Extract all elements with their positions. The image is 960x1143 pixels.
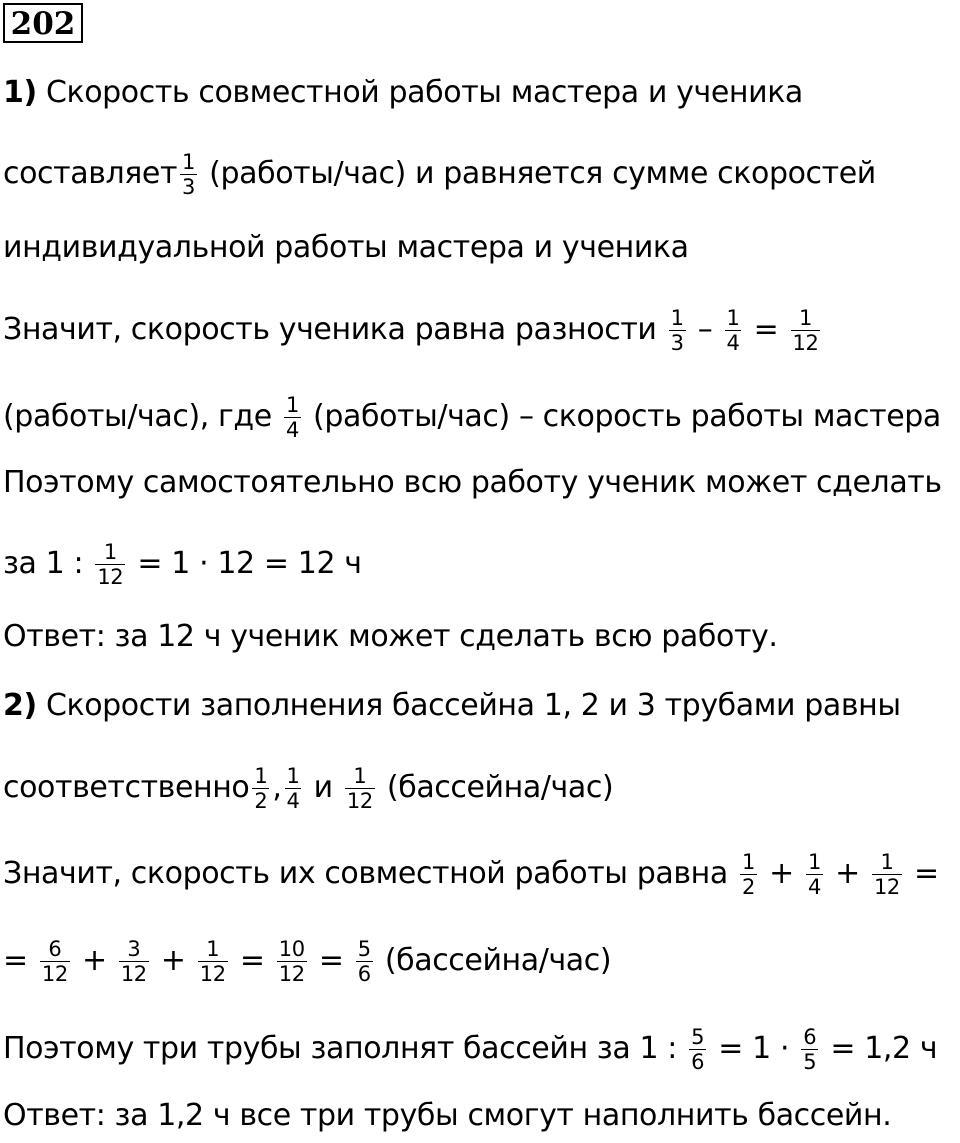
fraction — [356, 937, 373, 986]
fraction — [277, 937, 307, 986]
part1-text-5b: (работы/час) – скорость работы мастера — [313, 399, 941, 434]
part1-line-1 — [3, 73, 803, 113]
denominator: 12 — [199, 962, 226, 986]
part1-label: 1) — [3, 75, 37, 110]
fraction — [791, 306, 821, 355]
equals-sign: = — [3, 943, 28, 978]
denominator: 12 — [41, 962, 68, 986]
fraction — [806, 850, 823, 899]
numerator: 1 — [741, 850, 755, 874]
denominator: 12 — [792, 331, 819, 355]
part2-line-1 — [3, 686, 901, 726]
part1-text-7a: за 1 : — [3, 546, 84, 581]
equals-sign: = — [318, 943, 344, 978]
numerator: 1 — [353, 764, 367, 788]
part2-text-1: Скорости заполнения бассейна 1, 2 и 3 трубами равны — [45, 688, 901, 723]
denominator: 12 — [873, 875, 900, 899]
numerator: 1 — [285, 393, 299, 417]
plus-sign: + — [835, 856, 860, 891]
fraction — [285, 764, 302, 813]
numerator: 1 — [286, 764, 300, 788]
numerator: 5 — [357, 937, 371, 961]
equals-sign: = — [753, 312, 779, 347]
part1-text-7b: = 1 · 12 = 12 ч — [137, 546, 362, 581]
part1-answer — [3, 617, 778, 657]
plus-sign: + — [160, 943, 186, 978]
comma: , — [272, 770, 282, 805]
numerator: 5 — [691, 1025, 705, 1049]
denominator: 6 — [357, 962, 371, 986]
numerator: 1 — [880, 850, 894, 874]
part1-line-7 — [3, 540, 362, 589]
numerator: 1 — [798, 306, 812, 330]
part1-text-2a: составляет — [3, 156, 178, 191]
part1-line-6 — [3, 463, 942, 503]
numerator: 6 — [803, 1025, 817, 1049]
part2-answer-text: Ответ: за 1,2 ч все три трубы смогут наполнить бассейн. — [3, 1098, 892, 1133]
numerator: 6 — [48, 937, 62, 961]
part2-line-2 — [3, 764, 614, 813]
part2-line-5 — [3, 1025, 938, 1074]
denominator: 3 — [182, 175, 196, 199]
problem-number: 202 — [10, 6, 76, 42]
numerator: 1 — [103, 540, 117, 564]
part2-line-3 — [3, 850, 939, 899]
denominator: 2 — [254, 789, 268, 813]
fraction — [669, 306, 686, 355]
part2-text-2b: (бассейна/час) — [386, 770, 614, 805]
numerator: 1 — [726, 306, 740, 330]
part2-text-5c: = 1,2 ч — [830, 1031, 938, 1066]
part2-answer — [3, 1096, 891, 1136]
numerator: 1 — [206, 937, 220, 961]
denominator: 2 — [741, 875, 755, 899]
equals-sign: = — [239, 943, 265, 978]
denominator: 12 — [97, 565, 124, 589]
denominator: 4 — [726, 331, 740, 355]
part1-line-4 — [3, 306, 823, 355]
denominator: 12 — [278, 962, 305, 986]
part2-label: 2) — [3, 688, 37, 723]
fraction — [689, 1025, 706, 1074]
part1-text-6: Поэтому самостоятельно всю работу ученик может сделать — [3, 465, 942, 500]
numerator: 1 — [182, 150, 196, 174]
denominator: 6 — [691, 1050, 705, 1074]
fraction — [872, 850, 902, 899]
fraction — [198, 937, 228, 986]
part1-line-5 — [3, 393, 941, 442]
part1-text-1: Скорость совместной работы мастера и ученика — [45, 75, 803, 110]
part2-line-4 — [3, 937, 612, 986]
part1-answer-text: Ответ: за 12 ч ученик может сделать всю работу. — [3, 619, 778, 654]
part2-text-5a: Поэтому три трубы заполнят бассейн за 1 : — [3, 1031, 678, 1066]
fraction — [40, 937, 70, 986]
part2-text-2a: соответственно — [3, 770, 250, 805]
fraction — [345, 764, 375, 813]
part1-text-5a: (работы/час), где — [3, 399, 272, 434]
denominator: 4 — [286, 789, 300, 813]
fraction — [95, 540, 125, 589]
numerator: 1 — [254, 764, 268, 788]
denominator: 5 — [803, 1050, 817, 1074]
part1-line-3 — [3, 228, 689, 268]
part1-line-2 — [3, 150, 876, 199]
denominator: 3 — [670, 331, 684, 355]
numerator: 3 — [127, 937, 141, 961]
numerator: 1 — [807, 850, 821, 874]
part1-text-4a: Значит, скорость ученика равна разности — [3, 312, 657, 347]
denominator: 12 — [346, 789, 373, 813]
plus-sign: + — [769, 856, 794, 891]
part1-text-3: индивидуальной работы мастера и ученика — [3, 230, 689, 265]
minus-sign: – — [697, 312, 713, 347]
fraction — [180, 150, 197, 199]
numerator: 10 — [278, 937, 305, 961]
part2-text-4b: (бассейна/час) — [384, 943, 612, 978]
fraction — [284, 393, 301, 442]
fraction — [119, 937, 149, 986]
conjunction-and: и — [313, 770, 333, 805]
numerator: 1 — [670, 306, 684, 330]
part1-text-2b: (работы/час) и равняется сумме скоростей — [209, 156, 876, 191]
part2-text-3a: Значит, скорость их совместной работы равна — [3, 856, 728, 891]
denominator: 4 — [807, 875, 821, 899]
denominator: 12 — [120, 962, 147, 986]
fraction — [801, 1025, 818, 1074]
fraction — [725, 306, 742, 355]
part2-text-5b: = 1 · — [718, 1031, 790, 1066]
fraction — [740, 850, 757, 899]
plus-sign: + — [81, 943, 107, 978]
problem-number-box — [3, 3, 83, 43]
equals-sign: = — [914, 856, 939, 891]
denominator: 4 — [285, 418, 299, 442]
fraction — [252, 764, 269, 813]
